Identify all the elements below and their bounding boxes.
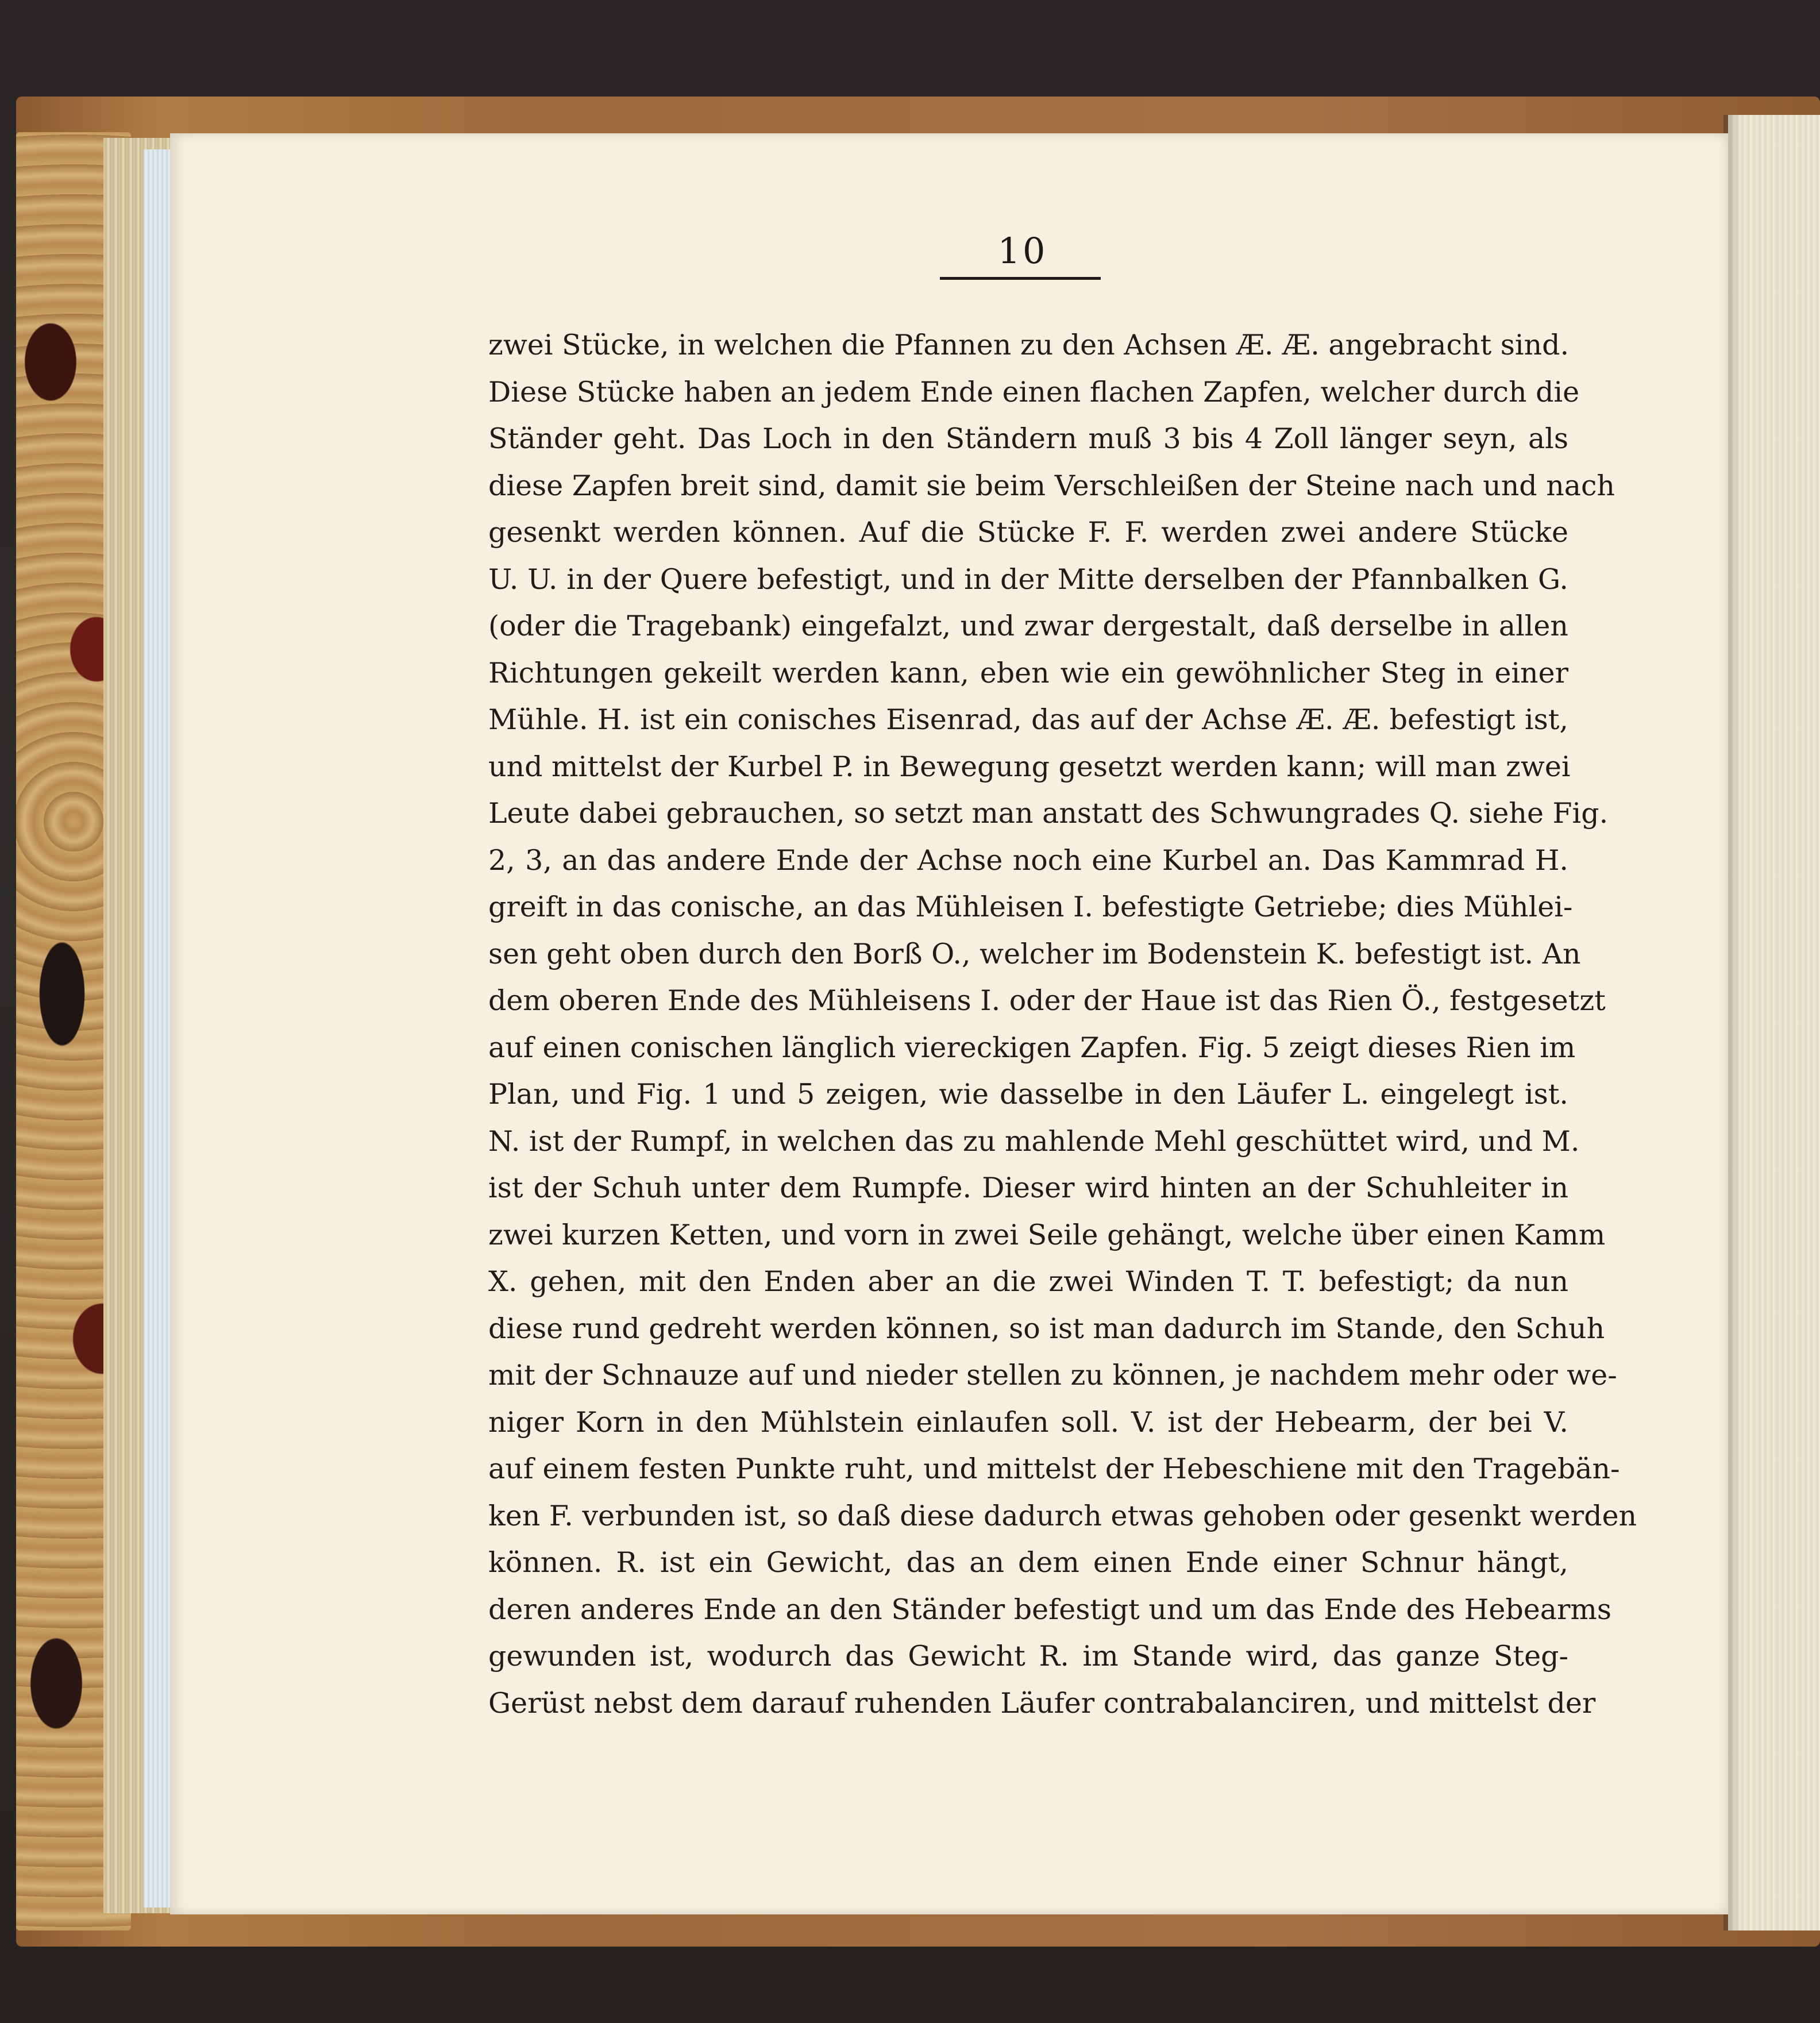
text-line: greift in das conische, an das Mühleisen I. befestigte Getriebe; dies Mühlei- xyxy=(488,891,1573,923)
body-text xyxy=(488,322,1637,1727)
text-line: auf einem festen Punkte ruht, und mittelst der Hebeschiene mit den Tragebän- xyxy=(488,1452,1620,1485)
text-line: Gerüst nebst dem darauf ruhenden Läufer contrabalanciren, und mittelst der xyxy=(488,1686,1596,1720)
text-line: zwei Stücke, in welchen die Pfannen zu den Achsen Æ. Æ. angebracht sind. xyxy=(488,329,1570,361)
text-line: Plan, und Fig. 1 und 5 zeigen, wie dasselbe in den Läufer L. eingelegt ist. xyxy=(488,1078,1568,1111)
text-line: ken F. verbunden ist, so daß diese dadurch etwas gehoben oder gesenkt werden xyxy=(488,1499,1637,1532)
text-line: niger Korn in den Mühlstein einlaufen soll. V. ist der Hebearm, der bei V. xyxy=(488,1405,1568,1439)
text-line: können. R. ist ein Gewicht, das an dem einen Ende einer Schnur hängt, xyxy=(488,1546,1568,1579)
text-line: Ständer geht. Das Loch in den Ständern muß 3 bis 4 Zoll länger seyn, als xyxy=(488,422,1568,455)
text-line: U. U. in der Quere befestigt, und in der Mitte derselben der Pfannbalken G. xyxy=(488,562,1568,596)
page-number: 10 xyxy=(997,230,1048,272)
text-line: Leute dabei gebrauchen, so setzt man anstatt des Schwungrades Q. siehe Fig. xyxy=(488,797,1609,830)
text-line: dem oberen Ende des Mühleisens I. oder der Haue ist das Rien Ö., festgesetzt xyxy=(488,984,1606,1017)
text-line: gesenkt werden können. Auf die Stücke F. F. werden zwei andere Stücke xyxy=(488,516,1568,549)
text-line: sen geht oben durch den Borß O., welcher im Bodenstein K. befestigt ist. An xyxy=(488,937,1581,970)
text-line: N. ist der Rumpf, in welchen das zu mahlende Mehl geschüttet wird, und M. xyxy=(488,1124,1580,1158)
text-line: diese rund gedreht werden können, so ist man dadurch im Stande, den Schuh xyxy=(488,1312,1605,1345)
text-line: und mittelst der Kurbel P. in Bewegung gesetzt werden kann; will man zwei xyxy=(488,750,1571,783)
page-number-rule xyxy=(940,277,1101,280)
text-line: Diese Stücke haben an jedem Ende einen flachen Zapfen, welcher durch die xyxy=(488,375,1580,409)
text-line: gewunden ist, wodurch das Gewicht R. im Stande wird, das ganze Steg- xyxy=(488,1640,1568,1673)
text-line: Mühle. H. ist ein conisches Eisenrad, das auf der Achse Æ. Æ. befestigt ist, xyxy=(488,703,1568,736)
text-line: mit der Schnauze auf und nieder stellen zu können, je nachdem mehr oder we- xyxy=(488,1359,1617,1392)
page-stack-left-edges xyxy=(144,149,172,1908)
text-line: Richtungen gekeilt werden kann, eben wie ein gewöhnlicher Steg in einer xyxy=(488,656,1568,689)
text-line: 2, 3, an das andere Ende der Achse noch eine Kurbel an. Das Kammrad H. xyxy=(488,843,1568,877)
text-line: auf einen conischen länglich viereckigen Zapfen. Fig. 5 zeigt dieses Rien im xyxy=(488,1031,1576,1064)
text-line: diese Zapfen breit sind, damit sie beim Verschleißen der Steine nach und nach xyxy=(488,469,1615,502)
text-line: zwei kurzen Ketten, und vorn in zwei Seile gehängt, welche über einen Kamm xyxy=(488,1218,1606,1251)
text-line: deren anderes Ende an den Ständer befestigt und um das Ende des Hebearms xyxy=(488,1593,1611,1626)
page-stack-right xyxy=(1728,115,1820,1930)
text-line: ist der Schuh unter dem Rumpfe. Dieser wird hinten an der Schuhleiter in xyxy=(488,1172,1568,1204)
text-line: X. gehen, mit den Enden aber an die zwei Winden T. T. befestigt; da nun xyxy=(488,1265,1568,1298)
text-line: (oder die Tragebank) eingefalzt, und zwar dergestalt, daß derselbe in allen xyxy=(488,610,1568,642)
